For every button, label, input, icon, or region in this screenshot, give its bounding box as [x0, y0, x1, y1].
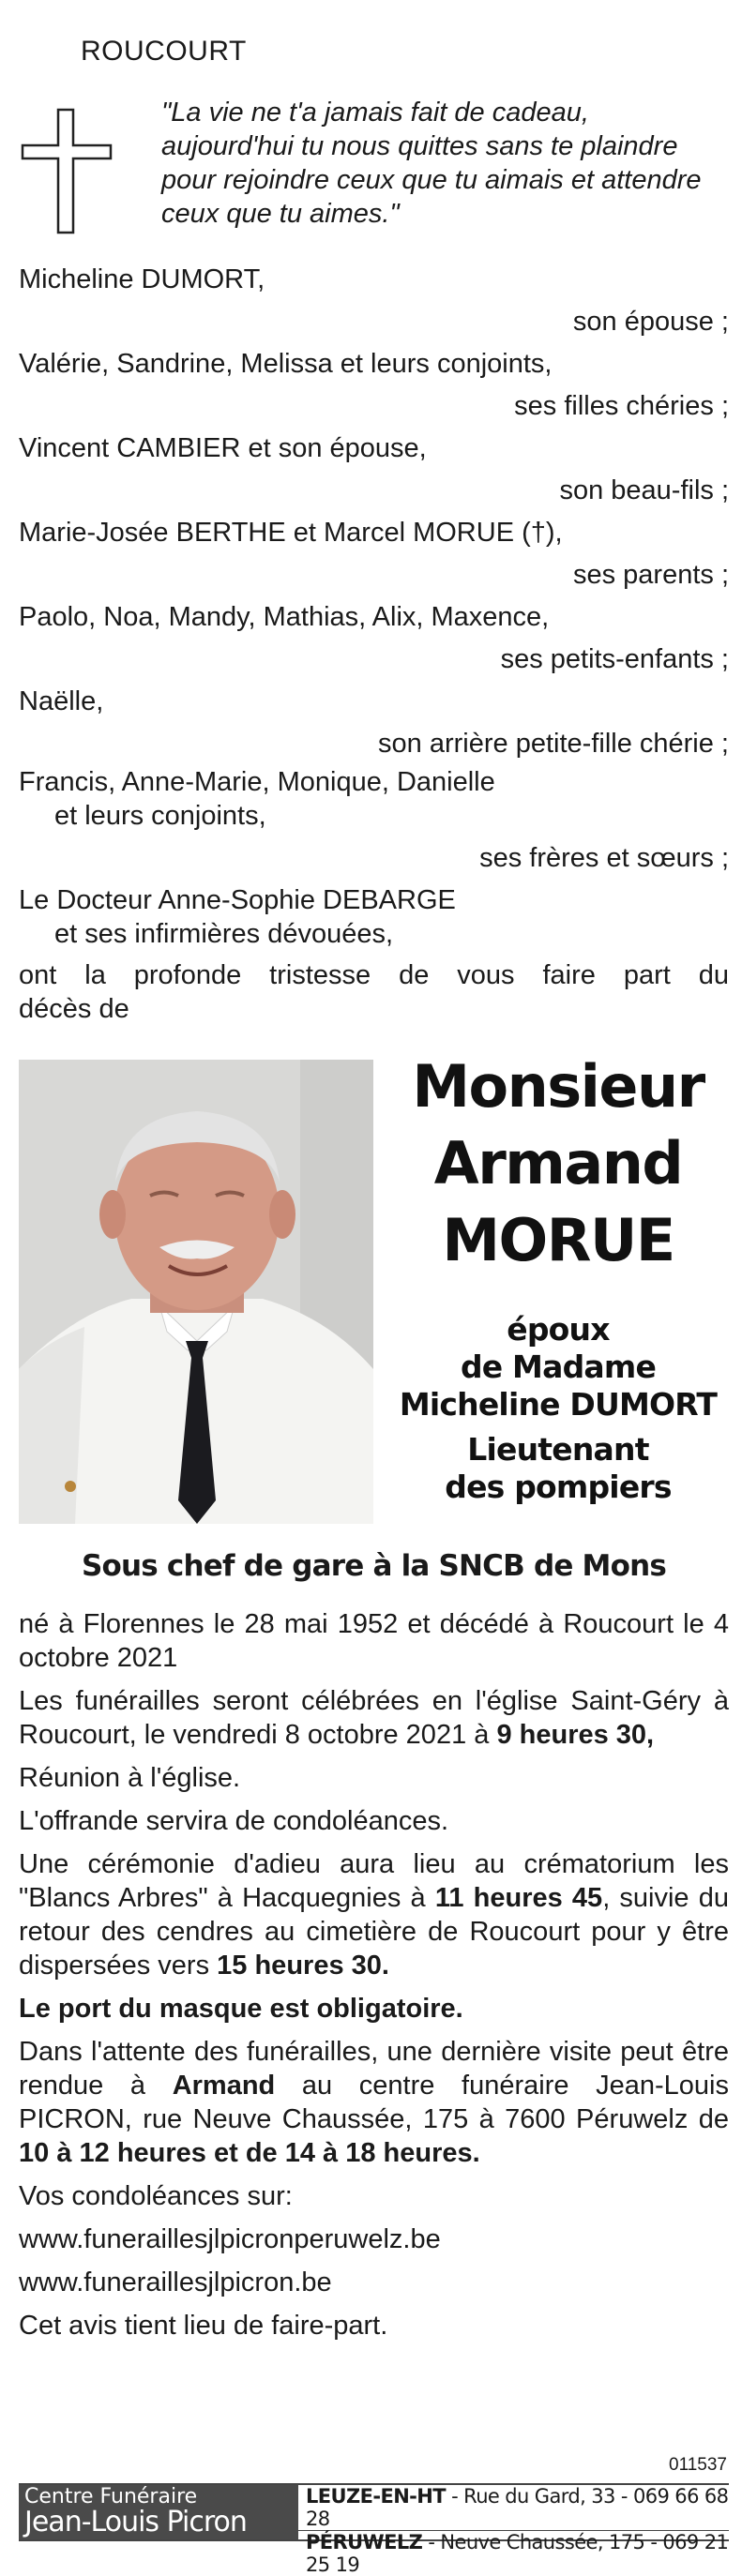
family-member: Naëlle,	[19, 686, 104, 716]
funeral-home-footer	[19, 2483, 729, 2576]
closing-note: Cet avis tient lieu de faire-part.	[19, 2311, 388, 2341]
visit-name: Armand	[172, 2071, 276, 2101]
meeting-info: Réunion à l'église.	[19, 1763, 241, 1793]
deceased-first-name: Armand	[433, 1129, 683, 1198]
family-member: Valérie, Sandrine, Melissa et leurs conjoints,	[19, 349, 553, 379]
village-name: ROUCOURT	[81, 36, 247, 67]
family-member: Le Docteur Anne-Sophie DEBARGE	[19, 885, 456, 915]
deceased-last-name: MORUE	[442, 1206, 674, 1274]
funeral-home-locations	[298, 2485, 729, 2576]
brand-subtitle: Centre Funéraire	[24, 2485, 198, 2508]
mask-text: Le port du masque est obligatoire.	[19, 1994, 463, 2024]
visit-text: Dans l'attente des funérailles, une dernière visite peut être rendue à	[19, 2037, 729, 2101]
funeral-info	[19, 1684, 729, 1752]
location-address: - Neuve Chaussée, 175 - 069 21 25 19	[306, 2531, 729, 2576]
location-address: - Rue du Gard, 33 - 069 66 68 28	[306, 2485, 729, 2530]
family-relation: ses parents ;	[572, 560, 729, 590]
deceased-photo	[19, 1060, 373, 1524]
deceased-name-block	[385, 1048, 732, 1506]
family-relation: ses frères et sœurs ;	[479, 843, 729, 873]
visit-text: au centre funéraire Jean-Louis PICRON, rue Neuve Chaussée, 175 à 7600 Péruwelz de	[19, 2071, 729, 2134]
family-member: et ses infirmières dévouées,	[54, 919, 394, 949]
family-member: et leurs conjoints,	[54, 801, 266, 831]
family-list	[19, 259, 729, 1026]
family-member: Marie-Josée BERTHE et Marcel MORUE (†),	[19, 518, 563, 548]
location-peruwelz	[306, 2531, 729, 2576]
funeral-time: 9 heures 30,	[496, 1720, 655, 1750]
funeral-details	[19, 1607, 729, 2352]
ceremony-info	[19, 1847, 729, 1982]
announcement-text: ont la profonde tristesse de vous faire part du	[19, 960, 729, 990]
deceased-job: Sous chef de gare à la SNCB de Mons	[81, 1549, 667, 1583]
offering-info: L'offrande servira de condoléances.	[19, 1806, 449, 1836]
announcement-text: décès de	[19, 994, 129, 1024]
deceased-title: Monsieur	[412, 1052, 704, 1121]
rank-line: des pompiers	[445, 1469, 672, 1505]
location-leuze	[306, 2485, 729, 2530]
family-member: Paolo, Noa, Mandy, Mathias, Alix, Maxence,	[19, 602, 550, 632]
cross-icon	[21, 108, 113, 234]
location-city: LEUZE-EN-HT	[306, 2485, 447, 2508]
location-city: PÉRUWELZ	[306, 2531, 423, 2553]
portrait-image	[19, 1060, 373, 1524]
ceremony-text: , suivie du retour des cendres au cimetière de Roucourt pour y être dispersées vers	[19, 1883, 729, 1981]
ceremony-time: 11 heures 45	[434, 1883, 603, 1913]
birth-death-info: né à Florennes le 28 mai 1952 et décédé à Roucourt le 4 octobre 2021	[19, 1609, 729, 1673]
family-relation: son épouse ;	[572, 307, 729, 337]
visit-hours: 10 à 12 heures et de 14 à 18 heures.	[19, 2138, 480, 2168]
condolences-link-2[interactable]: www.funeraillesjlpicron.be	[19, 2267, 332, 2297]
family-relation: ses petits-enfants ;	[500, 644, 729, 674]
memorial-quote: "La vie ne t'a jamais fait de cadeau, aujourd'hui tu nous quittes sans te plaindre pour rejoindre ceux que tu aimais et attendre ceux que tu aimes."	[161, 98, 702, 229]
spouse-line: Micheline DUMORT	[399, 1386, 718, 1423]
spouse-line: époux	[507, 1311, 610, 1348]
condolences-link-1[interactable]: www.funeraillesjlpicronperuwelz.be	[19, 2224, 441, 2254]
mask-notice	[19, 1992, 729, 2026]
visit-info	[19, 2035, 729, 2170]
family-member: Micheline DUMORT,	[19, 264, 265, 294]
reference-number: 011537	[669, 2455, 727, 2475]
funeral-home-brand	[19, 2485, 298, 2539]
dispersal-time: 15 heures 30.	[217, 1951, 389, 1981]
rank-line: Lieutenant	[467, 1431, 649, 1468]
spouse-line: de Madame	[460, 1348, 657, 1385]
family-relation: son arrière petite-fille chérie ;	[378, 729, 729, 759]
family-member: Francis, Anne-Marie, Monique, Danielle	[19, 767, 495, 797]
family-relation: son beau-fils ;	[559, 475, 729, 505]
ceremony-text: Une cérémonie d'adieu aura lieu au crématorium les "Blancs Arbres" à Hacquegnies à	[19, 1849, 729, 1913]
family-relation: ses filles chéries ;	[514, 391, 729, 421]
funeral-text: Les funérailles seront célébrées en l'église Saint-Géry à Roucourt, le vendredi 8 octobre 2021 à	[19, 1686, 729, 1750]
brand-name: Jean-Louis Picron	[24, 2506, 247, 2538]
family-member: Vincent CAMBIER et son épouse,	[19, 433, 427, 463]
condolences-label: Vos condoléances sur:	[19, 2181, 293, 2211]
